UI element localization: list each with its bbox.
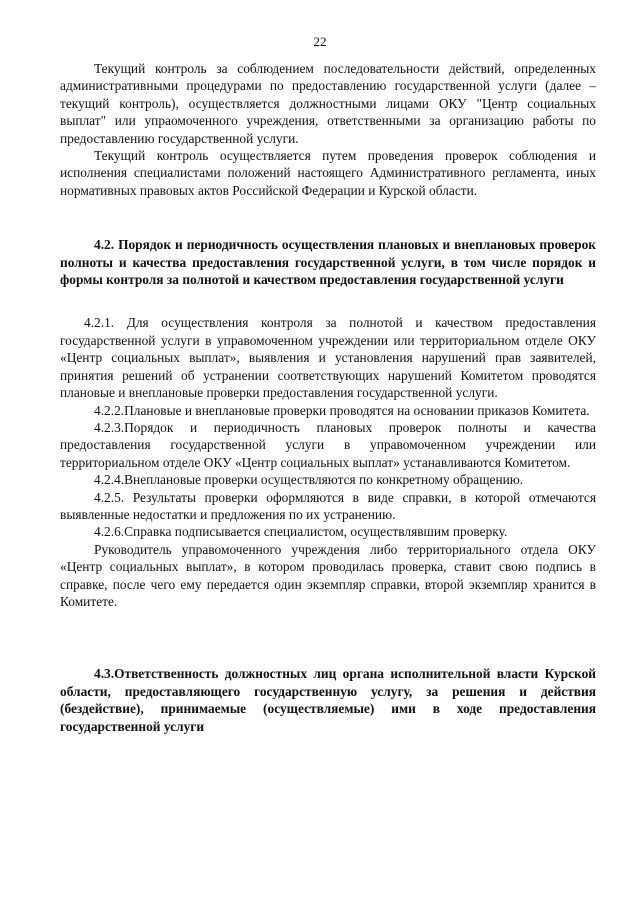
paragraph-4-2-3: 4.2.3.Порядок и периодичность плановых проверок полноты и качества предоставления государственной услуги в управомоченном учреждении или территориальном отделе ОКУ «Центр социальных выплат» устанавливаются Комитетом. bbox=[60, 419, 596, 470]
paragraph-4-2-5: 4.2.5. Результаты проверки оформляются в виде справки, в которой отмечаются выявленные недостатки и предложения по их устранению. bbox=[60, 489, 596, 522]
page-number: 22 bbox=[313, 34, 327, 49]
paragraph-current-control-method: Текущий контроль осуществляется путем проведения проверок соблюдения и исполнения специалистами положений настоящего Административного регламента, иных нормативных правовых актов Российской Федерации и Курской области. bbox=[60, 148, 596, 198]
paragraph-head-signature: Руководитель управомоченного учреждения либо территориального отдела ОКУ «Центр социальных выплат», в котором проводилась проверка, ставит свою подпись в справке, после чего ему передается один экземпляр справки, второй экземпляр хранится в Комитете. bbox=[60, 541, 596, 609]
section-heading-4-3: 4.3.Ответственность должностных лиц органа исполнительной власти Курской области, предоставляющего государственную услугу, за решения и действия (бездействие), принимаемые (осуществляемые) ими в ходе предоставления государственной услуги bbox=[60, 666, 596, 734]
paragraph-4-2-4: 4.2.4.Внеплановые проверки осуществляются по конкретному обращению. bbox=[94, 472, 524, 488]
paragraph-4-2-1: 4.2.1. Для осуществления контроля за полнотой и качеством предоставления государственной услуги в управомоченном учреждении или территориальном отделе ОКУ «Центр социальных выплат», выявления и установления нарушений прав заявителей, принятия решений об устранении соответствующих нарушений Комитетом проводятся плановые и внеплановые проверки предоставления государственной услуги. bbox=[60, 315, 596, 401]
document-body bbox=[60, 60, 596, 735]
paragraph-current-control: Текущий контроль за соблюдением последовательности действий, определенных административными процедурами по предоставлению государственной услуги (далее – текущий контроль), осуществляется должностными лицами ОКУ "Центр социальных выплат" или упраомоченного учреждения, ответственными за организацию работы по предоставлению государственной услуги. bbox=[60, 61, 596, 146]
section-heading-4-2: 4.2. Порядок и периодичность осуществления плановых и внеплановых проверок полноты и качества предоставления государственной услуги, в том числе порядок и формы контроля за полнотой и качеством предоставления государственной услуги bbox=[60, 237, 596, 288]
paragraph-4-2-6: 4.2.6.Справка подписывается специалистом, осуществлявшим проверку. bbox=[94, 524, 508, 540]
paragraph-4-2-2: 4.2.2.Плановые и внеплановые проверки проводятся на основании приказов Комитета. bbox=[94, 402, 590, 418]
